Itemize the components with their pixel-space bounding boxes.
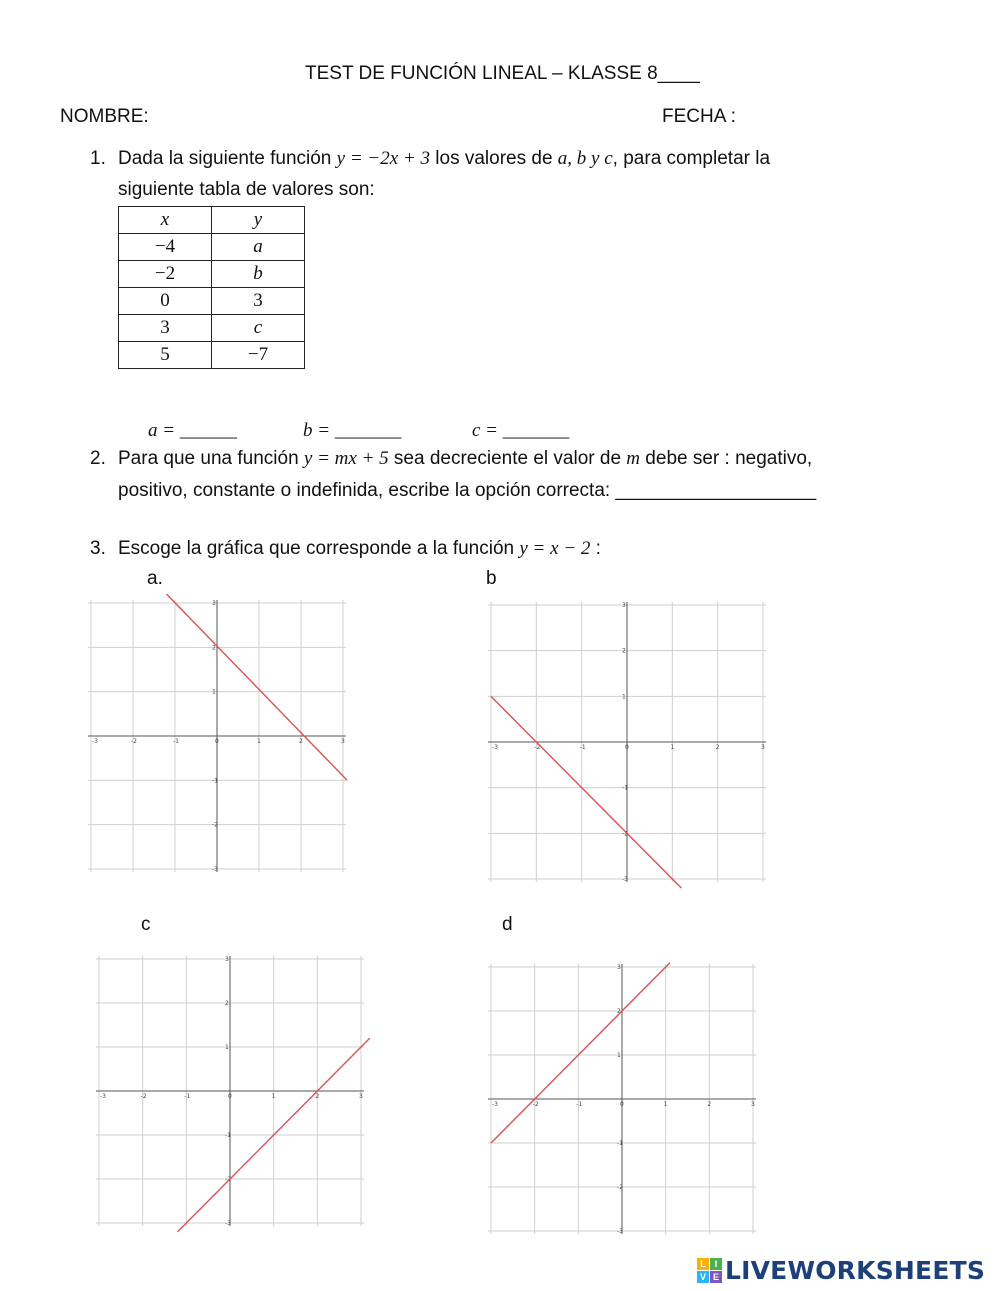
x-tick-label: 1: [257, 738, 261, 745]
y-tick-label: 2: [622, 647, 626, 655]
x-tick-label: -1: [173, 738, 179, 745]
table-header-row: [119, 207, 305, 234]
x-tick-label: 3: [761, 744, 765, 751]
x-tick-label: 3: [359, 1093, 363, 1100]
table-row: [119, 288, 305, 315]
q2-var: m: [626, 448, 641, 469]
y-tick-label: -3: [617, 1228, 623, 1235]
y-tick-label: 3: [617, 964, 621, 971]
y-tick-label: 3: [212, 600, 216, 607]
function-line: [491, 696, 681, 888]
table-cell: a: [212, 234, 305, 261]
graph-option-d[interactable]: [488, 964, 756, 1234]
x-tick-label: -2: [131, 738, 137, 745]
table-row: [119, 234, 305, 261]
option-c-label[interactable]: c: [141, 914, 151, 935]
y-tick-label: -2: [212, 821, 218, 829]
graph-option-c[interactable]: [96, 956, 364, 1226]
y-tick-label: -3: [225, 1220, 231, 1227]
table-header-y: y: [212, 207, 305, 234]
q2-text-c: debe ser : negativo,: [640, 448, 813, 469]
x-tick-label: 3: [751, 1101, 755, 1108]
option-a-label[interactable]: a.: [147, 568, 163, 589]
values-table: [118, 206, 305, 369]
y-tick-label: 1: [617, 1052, 621, 1059]
y-tick-label: -2: [622, 830, 628, 838]
x-tick-label: 0: [620, 1101, 624, 1108]
x-tick-label: -3: [492, 1101, 498, 1108]
x-tick-label: 3: [341, 738, 345, 745]
y-tick-label: -2: [225, 1176, 231, 1183]
q1-number: 1.: [90, 148, 106, 169]
x-tick-label: 1: [271, 1093, 276, 1100]
page-title: TEST DE FUNCIÓN LINEAL – KLASSE 8____: [305, 63, 700, 84]
y-tick-label: 3: [225, 956, 229, 963]
q2-number: 2.: [90, 448, 106, 469]
q1-text-c: , para completar la: [612, 148, 771, 169]
x-tick-label: 1: [663, 1101, 668, 1108]
q3-number: 3.: [90, 538, 106, 559]
q2-line2[interactable]: positivo, constante o indefinida, escribe la opción correcta: ___________________: [118, 480, 817, 501]
x-tick-label: 0: [228, 1093, 232, 1100]
q1-equation: y = −2x + 3: [336, 148, 430, 169]
q1-vars: a, b y c: [557, 148, 613, 169]
table-cell: 5: [119, 342, 212, 369]
y-tick-label: 1: [225, 1044, 229, 1051]
q2-line1: [118, 447, 812, 471]
graph-option-b[interactable]: [488, 602, 766, 882]
x-tick-label: -2: [532, 1101, 539, 1108]
fecha-label: FECHA :: [662, 106, 736, 127]
x-tick-label: 0: [625, 744, 629, 751]
y-tick-label: 1: [212, 688, 216, 696]
x-tick-label: 2: [299, 738, 303, 745]
option-d-label[interactable]: d: [502, 914, 513, 935]
table-cell: c: [212, 315, 305, 342]
q2-text-a: Para que una función: [118, 448, 304, 469]
x-tick-label: -3: [100, 1093, 106, 1100]
answer-a-blank[interactable]: a = ______: [148, 420, 237, 441]
option-b-label[interactable]: b: [486, 568, 497, 589]
q1-line1: [118, 147, 770, 171]
table-row: [119, 315, 305, 342]
x-tick-label: -3: [92, 738, 98, 745]
table-row: [119, 342, 305, 369]
answer-c-blank[interactable]: c = _______: [472, 420, 570, 441]
y-tick-label: -2: [617, 1184, 623, 1191]
y-tick-label: -1: [622, 784, 628, 792]
table-cell: 3: [119, 315, 212, 342]
x-tick-label: -2: [140, 1093, 147, 1100]
y-tick-label: 1: [622, 693, 626, 701]
logo-text: LIVEWORKSHEETS: [725, 1255, 986, 1285]
x-tick-label: -1: [184, 1093, 191, 1100]
table-cell: 3: [212, 288, 305, 315]
function-line: [167, 594, 348, 780]
table-cell: −7: [212, 342, 305, 369]
x-tick-label: -1: [576, 1101, 583, 1108]
table-cell: −2: [119, 261, 212, 288]
table-cell: b: [212, 261, 305, 288]
x-tick-label: 2: [707, 1101, 712, 1108]
y-tick-label: 2: [617, 1008, 621, 1015]
q2-text-b: sea decreciente el valor de: [388, 448, 627, 469]
y-tick-label: -3: [212, 866, 218, 873]
x-tick-label: 2: [315, 1093, 320, 1100]
function-line: [491, 963, 670, 1143]
y-tick-label: 2: [212, 644, 216, 652]
q1-line2: siguiente tabla de valores son:: [118, 179, 375, 200]
logo-icon: L I V E: [697, 1258, 722, 1283]
y-tick-label: 3: [622, 602, 626, 609]
table-row: [119, 261, 305, 288]
y-tick-label: -3: [622, 876, 628, 883]
table-cell: −4: [119, 234, 212, 261]
q3-line: [118, 537, 601, 561]
y-tick-label: 2: [225, 1000, 229, 1007]
x-tick-label: -1: [579, 744, 586, 751]
table-header-x: x: [119, 207, 212, 234]
x-tick-label: 2: [715, 744, 720, 751]
liveworksheets-logo: [697, 1255, 985, 1285]
answer-b-blank[interactable]: b = _______: [303, 420, 402, 441]
x-tick-label: 1: [670, 744, 675, 751]
y-tick-label: -1: [225, 1132, 231, 1139]
y-tick-label: -1: [617, 1140, 623, 1147]
table-cell: 0: [119, 288, 212, 315]
nombre-label: NOMBRE:: [60, 106, 149, 127]
q1-text-a: Dada la siguiente función: [118, 148, 337, 169]
x-tick-label: 0: [215, 738, 219, 745]
graph-option-a[interactable]: [88, 600, 346, 872]
x-tick-label: -3: [492, 744, 498, 751]
y-tick-label: -1: [212, 777, 218, 785]
q3-equation: y = x − 2: [519, 538, 591, 559]
q1-text-b: los valores de: [430, 148, 558, 169]
q3-suffix: :: [590, 538, 601, 559]
q2-equation: y = mx + 5: [303, 448, 389, 469]
x-tick-label: -2: [534, 744, 541, 751]
q3-text: Escoge la gráfica que corresponde a la función: [118, 538, 520, 559]
